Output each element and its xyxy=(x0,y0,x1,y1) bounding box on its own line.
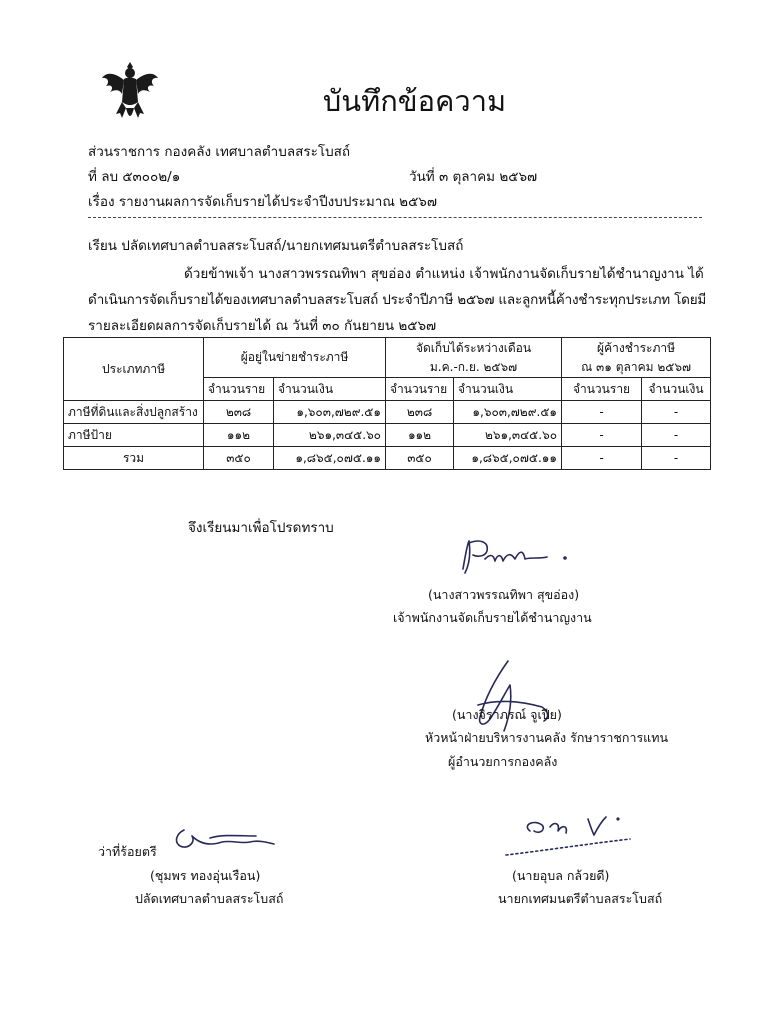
signature-3-icon xyxy=(170,822,280,856)
signer-3-prefix: ว่าที่ร้อยตรี xyxy=(98,844,157,859)
header-taxpayers: ผู้อยู่ในข่ายชำระภาษี xyxy=(204,338,386,378)
header-collected xyxy=(386,338,562,378)
row-count-2: ๒๓๘ xyxy=(386,401,454,424)
signer-2-position-1: หัวหน้าฝ่ายบริหารงานคลัง รักษาราชการแทน xyxy=(425,730,669,745)
row-amount-3: - xyxy=(642,424,711,447)
signer-2-position-2: ผู้อำนวยการกองคลัง xyxy=(448,754,558,769)
row-count-1: ๓๕๐ xyxy=(204,447,274,470)
body-line-3: รายละเอียดผลการจัดเก็บรายได้ ณ วันที่ ๓๐ กันยายน ๒๕๖๗ xyxy=(88,318,437,334)
signer-3-name: (ชุมพร ทองอุ่นเรือน) xyxy=(150,868,261,883)
subject-line: เรื่อง รายงานผลการจัดเก็บรายได้ประจำปีงบประมาณ ๒๕๖๗ xyxy=(88,194,438,210)
row-amount-2: ๑,๖๐๓,๗๒๙.๕๑ xyxy=(454,401,562,424)
row-count-3: - xyxy=(562,447,642,470)
signature-1-icon xyxy=(455,535,580,580)
row-count-1: ๑๑๒ xyxy=(204,424,274,447)
document-title: บันทึกข้อความ xyxy=(322,84,507,118)
table-row xyxy=(64,401,711,424)
row-tax-type: รวม xyxy=(64,447,204,470)
row-amount-2: ๒๖๑,๓๔๕.๖๐ xyxy=(454,424,562,447)
sub-amount-3: จำนวนเงิน xyxy=(642,378,711,401)
header-outstanding-line2: ณ ๓๑ ตุลาคม ๒๕๖๗ xyxy=(581,359,691,374)
sub-count-2: จำนวนราย xyxy=(386,378,454,401)
body-line-1: ด้วยข้าพเจ้า นางสาวพรรณทิพา สุขอ่อง ตำแหน่ง เจ้าพนักงานจัดเก็บรายได้ชำนาญงาน ได้ xyxy=(184,266,704,282)
sub-count-1: จำนวนราย xyxy=(204,378,274,401)
row-amount-2: ๑,๘๖๕,๐๗๕.๑๑ xyxy=(454,447,562,470)
header-collected-line2: ม.ค.-ก.ย. ๒๕๖๗ xyxy=(429,359,518,374)
row-amount-1: ๒๖๑,๓๔๕.๖๐ xyxy=(274,424,386,447)
signer-4-name: (นายอุบล กล้วยดี) xyxy=(512,868,610,883)
row-count-3: - xyxy=(562,424,642,447)
header-tax-type: ประเภทภาษี xyxy=(64,338,204,401)
table-row-total xyxy=(64,447,711,470)
header-outstanding-line1: ผู้ค้างชำระภาษี xyxy=(597,340,676,355)
reference-number: ที่ ลบ ๕๓๐๐๒/๑ xyxy=(88,169,181,185)
revenue-table xyxy=(63,337,711,470)
document-date: วันที่ ๓ ตุลาคม ๒๕๖๗ xyxy=(409,169,538,185)
signer-1-name: (นางสาวพรรณทิพา สุขอ่อง) xyxy=(428,587,580,602)
recipient-line: เรียน ปลัดเทศบาลตำบลสระโบสถ์/นายกเทศมนตรีตำบลสระโบสถ์ xyxy=(88,238,464,254)
header-outstanding xyxy=(562,338,711,378)
signature-4-icon xyxy=(500,805,640,860)
signer-1-position: เจ้าพนักงานจัดเก็บรายได้ชำนาญงาน xyxy=(393,610,592,625)
sub-amount-2: จำนวนเงิน xyxy=(454,378,562,401)
row-count-2: ๓๕๐ xyxy=(386,447,454,470)
signer-2-name: (นางจิราภรณ์ จูเปีย) xyxy=(452,707,562,722)
row-amount-1: ๑,๖๐๓,๗๒๙.๕๑ xyxy=(274,401,386,424)
body-line-2: ดำเนินการจัดเก็บรายได้ของเทศบาลตำบลสระโบสถ์ ประจำปีภาษี ๒๕๖๗ และลูกหนี้ค้างชำระทุกประเภท โดยมี xyxy=(88,292,707,308)
signer-3-position: ปลัดเทศบาลตำบลสระโบสถ์ xyxy=(135,891,284,906)
row-count-3: - xyxy=(562,401,642,424)
row-amount-3: - xyxy=(642,447,711,470)
row-count-1: ๒๓๘ xyxy=(204,401,274,424)
department-line: ส่วนราชการ กองคลัง เทศบาลตำบลสระโบสถ์ xyxy=(88,144,351,160)
header-divider xyxy=(88,217,702,218)
row-count-2: ๑๑๒ xyxy=(386,424,454,447)
sub-amount-1: จำนวนเงิน xyxy=(274,378,386,401)
signer-4-position: นายกเทศมนตรีตำบลสระโบสถ์ xyxy=(498,891,663,906)
header-collected-line1: จัดเก็บได้ระหว่างเดือน xyxy=(415,340,532,355)
row-tax-type: ภาษีป้าย xyxy=(64,424,204,447)
row-tax-type: ภาษีที่ดินและสิ่งปลูกสร้าง xyxy=(64,401,204,424)
table-row xyxy=(64,424,711,447)
row-amount-1: ๑,๘๖๕,๐๗๕.๑๑ xyxy=(274,447,386,470)
sub-count-3: จำนวนราย xyxy=(562,378,642,401)
closing-text: จึงเรียนมาเพื่อโปรดทราบ xyxy=(188,520,334,536)
row-amount-3: - xyxy=(642,401,711,424)
